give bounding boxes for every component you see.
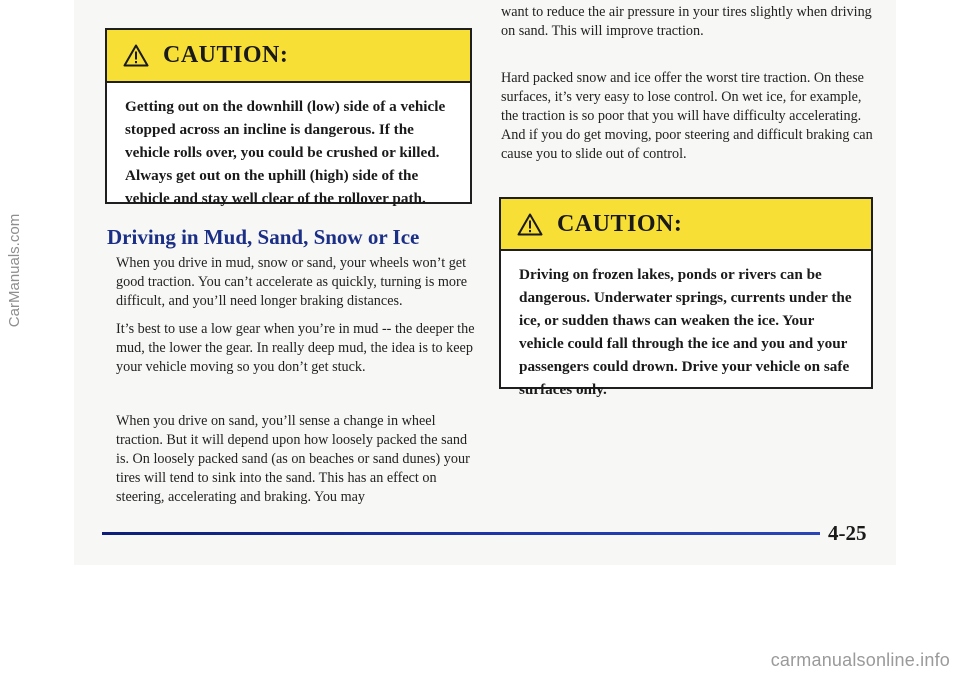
paragraph-snow-ice: Hard packed snow and ice offer the worst tire traction. On these surfaces, it’s very easy to lose control. On wet ice, for example, the traction is so poor that you will have difficulty accelerating. And if you do get moving, poor steering and difficult braking can cause you to slide out of control.	[501, 70, 873, 162]
watermark-text: CarManuals.com	[6, 213, 24, 327]
warning-triangle-icon	[123, 44, 149, 67]
footer-url: carmanualsonline.info	[770, 650, 950, 670]
caution-box-incline	[105, 28, 472, 207]
caution-box-frozen-lakes	[499, 197, 873, 398]
caution-title: CAUTION:	[163, 42, 289, 68]
caution-title: CAUTION:	[557, 210, 683, 237]
section-heading: Driving in Mud, Sand, Snow or Ice	[107, 225, 420, 249]
paragraph-air-pressure: want to reduce the air pressure in your tires slightly when driving on sand. This will improve traction.	[501, 4, 872, 39]
warning-triangle-icon	[517, 213, 543, 236]
paragraph-traction: When you drive in mud, snow or sand, your wheels won’t get good traction. You can’t accelerate as quickly, turning is more difficult, and you’ll need longer braking distances.	[116, 255, 468, 309]
paragraph-sand: When you drive on sand, you’ll sense a change in wheel traction. But it will depend upon how loosely packed the sand is. On loosely packed sand (as on beaches or sand dunes) your tires will tend to sink into the sand. This has an effect on steering, accelerating and braking. You may	[116, 413, 470, 505]
paragraph-mud: It’s best to use a low gear when you’re in mud -- the deeper the mud, the lower the gear. In really deep mud, the idea is to keep your vehicle moving so you don’t get stuck.	[116, 321, 475, 375]
page-number: 4-25	[828, 521, 867, 545]
side-watermark	[2, 150, 28, 390]
caution-header	[501, 199, 871, 251]
caution-text: Driving on frozen lakes, ponds or rivers can be dangerous. Underwater springs, currents under the ice, or sudden thaws can weaken the ice. Your vehicle could fall through the ice and you and your passengers could drown. Drive your vehicle on safe surfaces only.	[519, 266, 852, 398]
caution-header	[107, 30, 470, 83]
footer-rule	[102, 532, 820, 535]
caution-text: Getting out on the downhill (low) side of a vehicle stopped across an incline is dangerous. If the vehicle rolls over, you could be crushed or killed. Always get out on the uphill (high) side of the vehicle and stay well clear of the rollover path.	[125, 98, 446, 207]
